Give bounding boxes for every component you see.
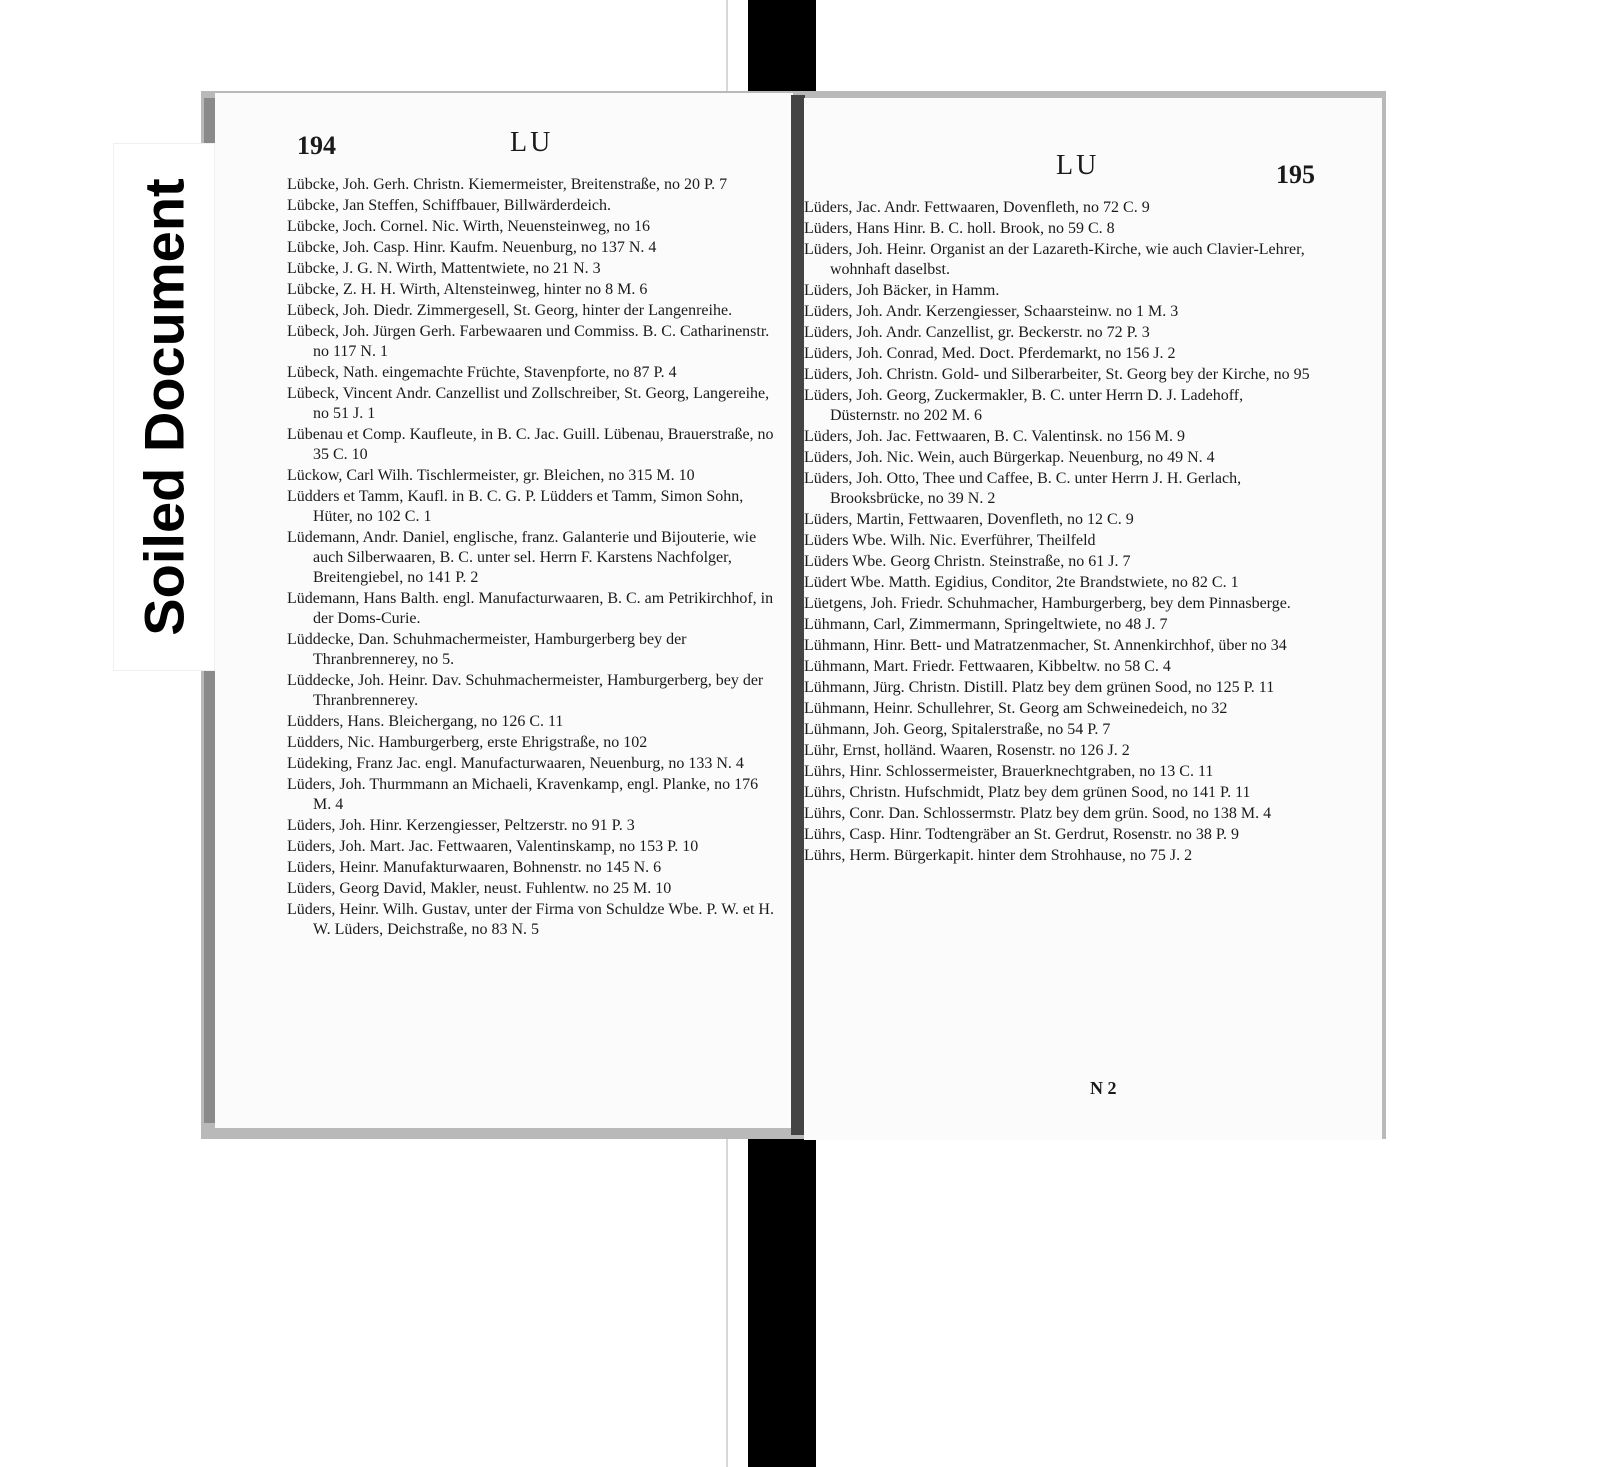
directory-entry: Lüders, Joh. Jac. Fettwaaren, B. C. Valentinsk. no 156 M. 9	[804, 428, 1185, 445]
directory-entry: Lühr, Ernst, holländ. Waaren, Rosenstr. no 126 J. 2	[804, 742, 1130, 759]
directory-entry: Lühmann, Hinr. Bett- und Matratzenmacher, St. Annenkirchhof, über no 34	[804, 637, 1287, 654]
directory-entry: Lüders, Joh. Nic. Wein, auch Bürgerkap. Neuenburg, no 49 N. 4	[804, 449, 1215, 466]
directory-entry: Lührs, Conr. Dan. Schlossermstr. Platz bey dem grün. Sood, no 138 M. 4	[804, 805, 1272, 822]
directory-entry: Lüders, Joh Bäcker, in Hamm.	[804, 282, 1000, 299]
left-page	[215, 93, 793, 1128]
directory-entry: Lühmann, Heinr. Schullehrer, St. Georg am Schweinedeich, no 32	[804, 700, 1228, 717]
directory-entry: Lührs, Christn. Hufschmidt, Platz bey dem grünen Sood, no 141 P. 11	[804, 784, 1251, 801]
directory-entry: Lüders, Martin, Fettwaaren, Dovenfleth, no 12 C. 9	[804, 511, 1134, 528]
directory-entry: Lüders, Joh. Andr. Canzellist, gr. Beckerstr. no 72 P. 3	[804, 324, 1150, 341]
right-entry-list	[804, 198, 1316, 867]
catchword: N 2	[1090, 1078, 1117, 1098]
directory-entry: Lühmann, Carl, Zimmermann, Springeltwiete, no 48 J. 7	[804, 616, 1168, 633]
directory-entry: Lüdeking, Franz Jac. engl. Manufacturwaaren, Neuenburg, no 133 N. 4	[287, 755, 744, 772]
soiled-document-stamp	[113, 143, 215, 671]
directory-entry: Lübcke, J. G. N. Wirth, Mattentwiete, no 21 N. 3	[287, 260, 601, 277]
directory-entry: Lübeck, Vincent Andr. Canzellist und Zollschreiber, St. Georg, Langereihe, no 51 J. 1	[287, 385, 770, 422]
directory-entry: Lüders, Heinr. Wilh. Gustav, unter der Firma von Schuldze Wbe. P. W. et H. W. Lüders, Deichstraße, no 83 N. 5	[287, 901, 774, 938]
directory-entry: Lüders, Joh. Heinr. Organist an der Lazareth-Kirche, wie auch Clavier-Lehrer, wohnhaft daselbst.	[804, 241, 1305, 278]
directory-entry: Lüdders, Hans. Bleichergang, no 126 C. 11	[287, 713, 564, 730]
directory-entry: Lüders, Georg David, Makler, neust. Fuhlentw. no 25 M. 10	[287, 880, 672, 897]
directory-entry: Lüders, Joh. Thurmmann an Michaeli, Kravenkamp, engl. Planke, no 176 M. 4	[287, 776, 759, 813]
right-page	[804, 98, 1382, 1140]
scan-bar-top	[748, 0, 816, 97]
scan-bar-bottom	[748, 1137, 816, 1467]
directory-entry: Lüders, Joh. Christn. Gold- und Silberarbeiter, St. Georg bey der Kirche, no 95	[804, 366, 1310, 383]
directory-entry: Lübcke, Jan Steffen, Schiffbauer, Billwärderdeich.	[287, 197, 611, 214]
directory-entry: Lührs, Herm. Bürgerkapit. hinter dem Strohhause, no 75 J. 2	[804, 847, 1193, 864]
directory-entry: Lüders, Heinr. Manufakturwaaren, Bohnenstr. no 145 N. 6	[287, 859, 662, 876]
directory-entry: Lüders Wbe. Georg Christn. Steinstraße, no 61 J. 7	[804, 553, 1131, 570]
directory-entry: Lüdders, Nic. Hamburgerberg, erste Ehrigstraße, no 102	[287, 734, 648, 751]
directory-entry: Lüders, Joh. Otto, Thee und Caffee, B. C. unter Herrn J. H. Gerlach, Brooksbrücke, no 39 N. 2	[804, 470, 1242, 507]
directory-entry: Lübcke, Joh. Gerh. Christn. Kiemermeister, Breitenstraße, no 20 P. 7	[287, 176, 728, 193]
directory-entry: Lübeck, Joh. Diedr. Zimmergesell, St. Georg, hinter der Langenreihe.	[287, 302, 733, 319]
right-page-heading: LU	[1056, 150, 1100, 181]
left-page-heading: LU	[510, 127, 554, 158]
directory-entry: Lübenau et Comp. Kaufleute, in B. C. Jac. Guill. Lübenau, Brauerstraße, no 35 C. 10	[287, 426, 774, 463]
directory-entry: Lührs, Casp. Hinr. Todtengräber an St. Gerdrut, Rosenstr. no 38 P. 9	[804, 826, 1239, 843]
directory-entry: Lüders, Joh. Mart. Jac. Fettwaaren, Valentinskamp, no 153 P. 10	[287, 838, 699, 855]
directory-entry: Lübcke, Z. H. H. Wirth, Altensteinweg, hinter no 8 M. 6	[287, 281, 648, 298]
directory-entry: Lückow, Carl Wilh. Tischlermeister, gr. Bleichen, no 315 M. 10	[287, 467, 695, 484]
directory-entry: Lüders, Hans Hinr. B. C. holl. Brook, no 59 C. 8	[804, 220, 1115, 237]
directory-entry: Lüdemann, Hans Balth. engl. Manufacturwaaren, B. C. am Petrikirchhof, in der Doms-Curie.	[287, 590, 774, 627]
book-spine	[791, 95, 805, 1135]
directory-entry: Lübeck, Nath. eingemachte Früchte, Stavenpforte, no 87 P. 4	[287, 364, 677, 381]
directory-entry: Lüetgens, Joh. Friedr. Schuhmacher, Hamburgerberg, bey dem Pinnasberge.	[804, 595, 1291, 612]
directory-entry: Lüders, Jac. Andr. Fettwaaren, Dovenfleth, no 72 C. 9	[804, 199, 1150, 216]
left-page-number: 194	[297, 131, 336, 160]
directory-entry: Lüdders et Tamm, Kaufl. in B. C. G. P. Lüdders et Tamm, Simon Sohn, Hüter, no 102 C. 1	[287, 488, 744, 525]
directory-entry: Lüddecke, Dan. Schuhmachermeister, Hamburgerberg bey der Thranbrennerey, no 5.	[287, 631, 687, 668]
directory-entry: Lühmann, Jürg. Christn. Distill. Platz bey dem grünen Sood, no 125 P. 11	[804, 679, 1275, 696]
directory-entry: Lüders, Joh. Andr. Kerzengiesser, Schaarsteinw. no 1 M. 3	[804, 303, 1179, 320]
directory-entry: Lüders Wbe. Wilh. Nic. Everführer, Theilfeld	[804, 532, 1096, 549]
directory-entry: Lüders, Joh. Georg, Zuckermakler, B. C. unter Herrn D. J. Ladehoff, Düsternstr. no 202 M. 6	[804, 387, 1244, 424]
directory-entry: Lührs, Hinr. Schlossermeister, Brauerknechtgraben, no 13 C. 11	[804, 763, 1214, 780]
directory-entry: Lüddecke, Joh. Heinr. Dav. Schuhmachermeister, Hamburgerberg, bey der Thranbrennerey.	[287, 672, 764, 709]
directory-entry: Lühmann, Mart. Friedr. Fettwaaren, Kibbeltw. no 58 C. 4	[804, 658, 1171, 675]
directory-entry: Lübcke, Joch. Cornel. Nic. Wirth, Neuensteinweg, no 16	[287, 218, 650, 235]
directory-entry: Lüdert Wbe. Matth. Egidius, Conditor, 2te Brandstwiete, no 82 C. 1	[804, 574, 1239, 591]
right-page-number: 195	[1276, 160, 1315, 189]
directory-entry: Lüders, Joh. Hinr. Kerzengiesser, Peltzerstr. no 91 P. 3	[287, 817, 635, 834]
directory-entry: Lübeck, Joh. Jürgen Gerh. Farbewaaren und Commiss. B. C. Catharinenstr. no 117 N. 1	[287, 323, 770, 360]
directory-entry: Lübcke, Joh. Casp. Hinr. Kaufm. Neuenburg, no 137 N. 4	[287, 239, 657, 256]
directory-entry: Lüdemann, Andr. Daniel, englische, franz. Galanterie und Bijouterie, wie auch Silberwaaren, B. C. unter sel. Herrn F. Karstens Nachfolger, Breitengiebel, no 141 P. 2	[287, 529, 757, 586]
directory-entry: Lüders, Joh. Conrad, Med. Doct. Pferdemarkt, no 156 J. 2	[804, 345, 1176, 362]
left-entry-list	[287, 175, 779, 941]
stamp-text: Soiled Document	[132, 178, 196, 636]
directory-entry: Lühmann, Joh. Georg, Spitalerstraße, no 54 P. 7	[804, 721, 1111, 738]
